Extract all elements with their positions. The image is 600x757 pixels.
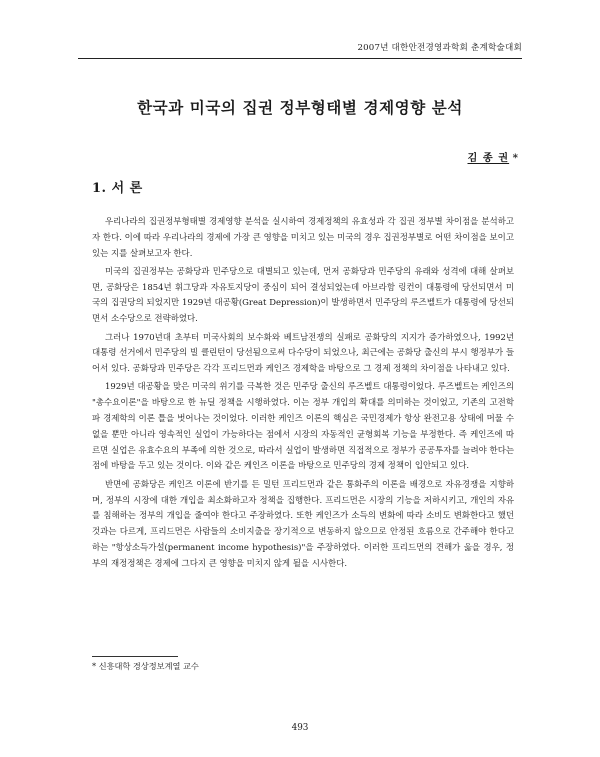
paragraph: 반면에 공화당은 케인즈 이론에 반기를 든 밀턴 프리드먼과 같은 통화주의 이론을 배경으로 자유경쟁을 지향하며, 정부의 시장에 대한 개입을 최소화하고자 정책을 집행한다. 프리드먼은 시장의 기능을 저하시키고, 개인의 자유를 침해하는 정부의 개입을 줄여야 한다고 주장하였다. 또한 케인즈가 소득의 변화에 따라 소비도 변화한다고 했던 것과는 다르게, 프리드먼은 사람들의 소비지출을 장기적으로 변동하지 않으므로 안정된 흐름으로 간주해야 한다고 하는 "항상소득가설(permanent income hypothesis)"을 주장하였다. 이러한 프리드먼의 견해가 옳을 경우, 정부의 재정정책은 경제에 그다지 큰 영향을 미치지 않게 될을 시사한다. <box>92 478 514 568</box>
paragraph: 우리나라의 집권정부형태별 경제영향 분석을 실시하여 경제정책의 유효성과 각 집권 정부별 차이점을 분석하고자 한다. 이에 따라 우리나라의 경제에 가장 큰 영향을 미치고 있는 미국의 경우 집권정부별로 어떤 차이점을 보이고 있는 지를 살펴보고자 한다. <box>92 216 514 258</box>
footnote: * 신흥대학 경상정보계열 교수 <box>92 661 199 671</box>
page-number: 493 <box>291 723 309 733</box>
header-rule <box>78 58 522 59</box>
running-header: 2007년 대한안전경영과학회 춘계학술대회 <box>357 43 522 53</box>
paragraph: 그러나 1970년대 초부터 미국사회의 보수화와 베트남전쟁의 실패로 공화당의 지지가 증가하였으나, 1992년 대통령 선거에서 민주당의 빌 클린턴이 당선됨으로써 다수당이 되었으나, 최근에는 공화당 출신의 부시 행정부가 들어서 있다. 공화당과 민주당은 각각 프리드먼과 케인즈 경제학을 바탕으로 그 경제 정책의 차이점을 나타내고 있다. <box>92 331 514 374</box>
paragraph: 미국의 집권정부는 공화당과 민주당으로 대별되고 있는데, 먼저 공화당과 민주당의 유래와 성격에 대해 살펴보면, 공화당은 1854년 휘그당과 자유토지당이 중심이 되어 결성되었는데 아브라함 링컨이 대통령에 당선되면서 미국의 집권당의 되었지만 1929년 대공황(Great Depression)이 발생하면서 민주당의 루즈벨트가 대통령에 당선되면서 소수당으로 전략하였다. <box>92 265 514 324</box>
author-line <box>468 151 519 165</box>
author-name: 김 종 권 <box>467 152 510 164</box>
footnote-rule <box>92 656 178 657</box>
body-text <box>92 214 514 574</box>
paper-title: 한국과 미국의 집권 정부형태별 경제영향 분석 <box>137 98 463 117</box>
paragraph: 1929년 대공황을 맞은 미국의 위기를 극복한 것은 민주당 출신의 루즈벨트 대통령이었다. 루즈벨트는 케인즈의 "총수요이론"을 바탕으로 한 뉴딜 정책을 시행하였다. 이는 정부 개입의 확대를 의미하는 것이었고, 기존의 고전학파 경제학의 이론 틀을 벗어나는 것이었다. 이러한 케인즈 이론의 핵심은 국민경제가 항상 완전고용 상태에 머물 수 없을 뿐만 아니라 영속적인 실업이 가능하다는 점에서 시장의 자동적인 균형회복 기능을 부정한다. 즉 케인즈에 따르면 실업은 유효수요의 부족에 의한 것으로, 따라서 실업이 발생하면 직접적으로 정부가 공공투자를 늘려야 한다는 점에 바탕을 두고 있는 것이다. 이와 같은 케인즈 이론을 바탕으로 민주당의 경제 정책이 입안되고 있다. <box>92 381 514 471</box>
author-footnote-mark: * <box>509 152 518 164</box>
section-heading: 1. 서 론 <box>92 181 143 196</box>
